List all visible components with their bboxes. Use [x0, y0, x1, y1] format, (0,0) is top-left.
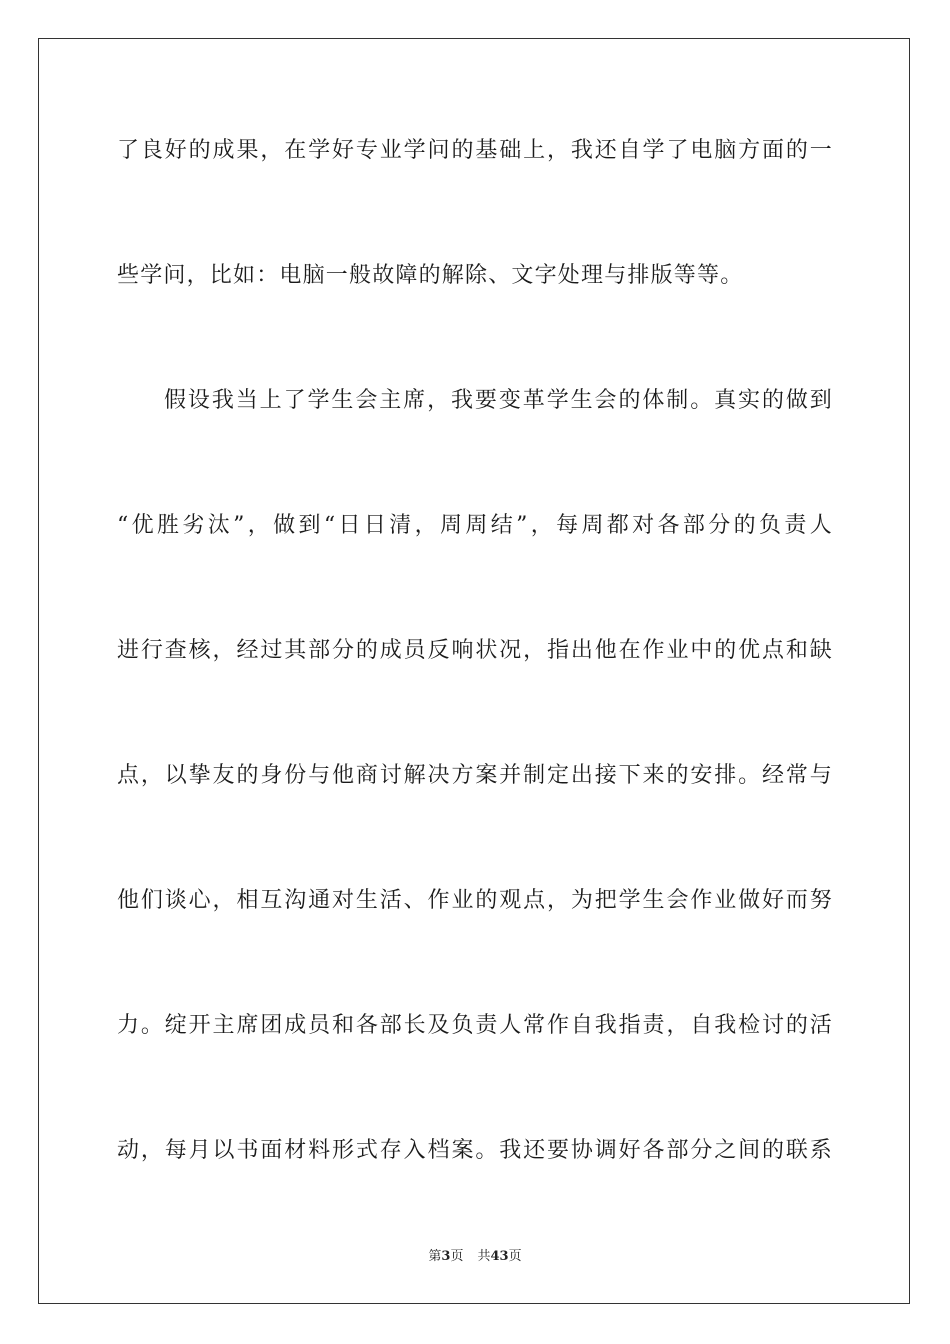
- page-border: [38, 38, 910, 1304]
- page-footer: [0, 1248, 950, 1266]
- body-text-line-1: 了良好的成果，在学好专业学问的基础上，我还自学了电脑方面的一: [117, 138, 833, 163]
- body-text-line-8: 力。绽开主席团成员和各部长及负责人常作自我指责，自我检讨的活: [117, 1013, 833, 1038]
- body-text-line-2: 些学问，比如：电脑一般故障的解除、文字处理与排版等等。: [117, 263, 744, 288]
- body-text-line-4: “优胜劣汰”，做到“日日清，周周结”，每周都对各部分的负责人: [117, 513, 833, 538]
- page-suffix: 页: [450, 1249, 464, 1264]
- body-text-line-3: 假设我当上了学生会主席，我要变革学生会的体制。真实的做到: [164, 388, 833, 413]
- body-text-line-9: 动，每月以书面材料形式存入档案。我还要协调好各部分之间的联系: [117, 1138, 833, 1163]
- body-text-line-5: 进行查核，经过其部分的成员反响状况，指出他在作业中的优点和缺: [117, 638, 833, 663]
- page-prefix: 第: [428, 1249, 442, 1264]
- total-prefix: 共: [477, 1249, 491, 1264]
- body-text-line-7: 他们谈心，相互沟通对生活、作业的观点，为把学生会作业做好而努: [117, 888, 833, 913]
- total-suffix: 页: [508, 1249, 522, 1264]
- total-pages: 43: [490, 1249, 509, 1264]
- body-text-line-6: 点，以挚友的身份与他商讨解决方案并制定出接下来的安排。经常与: [117, 763, 833, 788]
- page-number: 3: [441, 1249, 451, 1264]
